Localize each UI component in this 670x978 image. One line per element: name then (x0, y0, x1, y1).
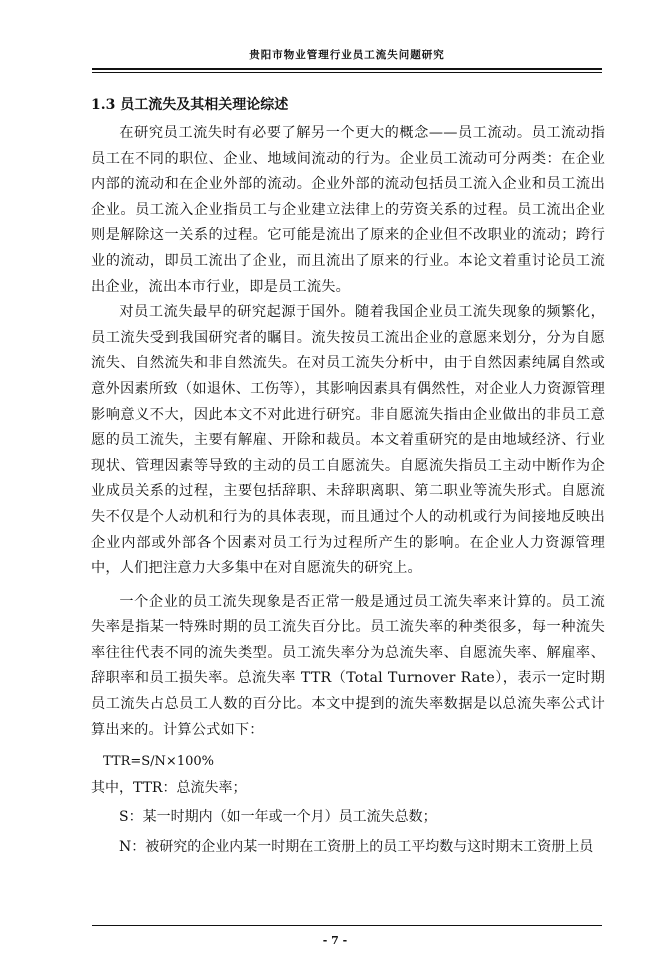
running-header: 贵阳市物业管理行业员工流失问题研究 (249, 49, 445, 61)
header-rule (92, 68, 602, 70)
paragraph-turnover-types: 对员工流失最早的研究起源于国外。随着我国企业员工流失现象的频繁化，员工流失受到我国研究者的瞩目。流失按员工流出企业的意愿来划分，分为自愿流失、自然流失和非自然流失。在对员工流失分析中，由于自然因素纯属自然或意外因素所致（如退休、工伤等），其影响因素具有偶然性，对企业人力资源管理影响意义不大，因此本文不对此进行研究。非自愿流失指由企业做出的非员工意愿的员工流失，主要有解雇、开除和裁员。本文着重研究的是由地域经济、行业现状、管理因素等导致的主动的员工自愿流失。自愿流失指员工主动中断作为企业成员关系的过程，主要包括辞职、未辞职离职、第二职业等流失形式。自愿流失不仅是个人动机和行为的具体表现，而且通过个人的动机或行为间接地反映出企业内部或外部各个因素对员工行为过程所产生的影响。在企业人力资源管理中，人们把注意力大多集中在对自愿流失的研究上。 (91, 304, 605, 577)
definition-intro: 其中，TTR：总流失率； (91, 780, 247, 797)
definition-n: N：被研究的企业内某一时期在工资册上的员工平均数与这时期末工资册上员 (119, 839, 594, 856)
page-number: - 7 - (322, 934, 348, 947)
definition-s: S：某一时期内（如一年或一个月）员工流失总数； (119, 809, 437, 826)
paragraph-employee-mobility: 在研究员工流失时有必要了解另一个更大的概念——员工流动。员工流动指员工在不同的职位、企业、地域间流动的行为。企业员工流动可分两类：在企业内部的流动和在企业外部的流动。企业外部的流动包括员工流入企业和员工流出企业。员工流入企业指员工与企业建立法律上的劳资关系的过程。员工流出企业则是解除这一关系的过程。它可能是流出了原来的企业但不改职业的流动；跨行业的流动，即员工流出了企业，而且流出了原来的行业。本论文着重讨论员工流出企业，流出本市行业，即是员工流失。 (91, 125, 605, 295)
footer-rule (92, 925, 602, 926)
header-rule-thin (92, 72, 602, 73)
paragraph-turnover-rate: 一个企业的员工流失现象是否正常一般是通过员工流失率来计算的。员工流失率是指某一特殊时期的员工流失百分比。员工流失率的种类很多，每一种流失率往往代表不同的流失类型。员工流失率分为总流失率、自愿流失率、解雇率、辞职率和员工损失率。总流失率 TTR（Total Turnover Rate），表示一定时期员工流失占总员工人数的百分比。本文中提到的流失率数据是以总流失率公式计算出来的。计算公式如下： (91, 593, 605, 738)
section-heading: 1.3 员工流失及其相关理论综述 (91, 97, 289, 113)
page-body (91, 92, 605, 862)
formula: TTR=S/N×100% (103, 754, 214, 770)
